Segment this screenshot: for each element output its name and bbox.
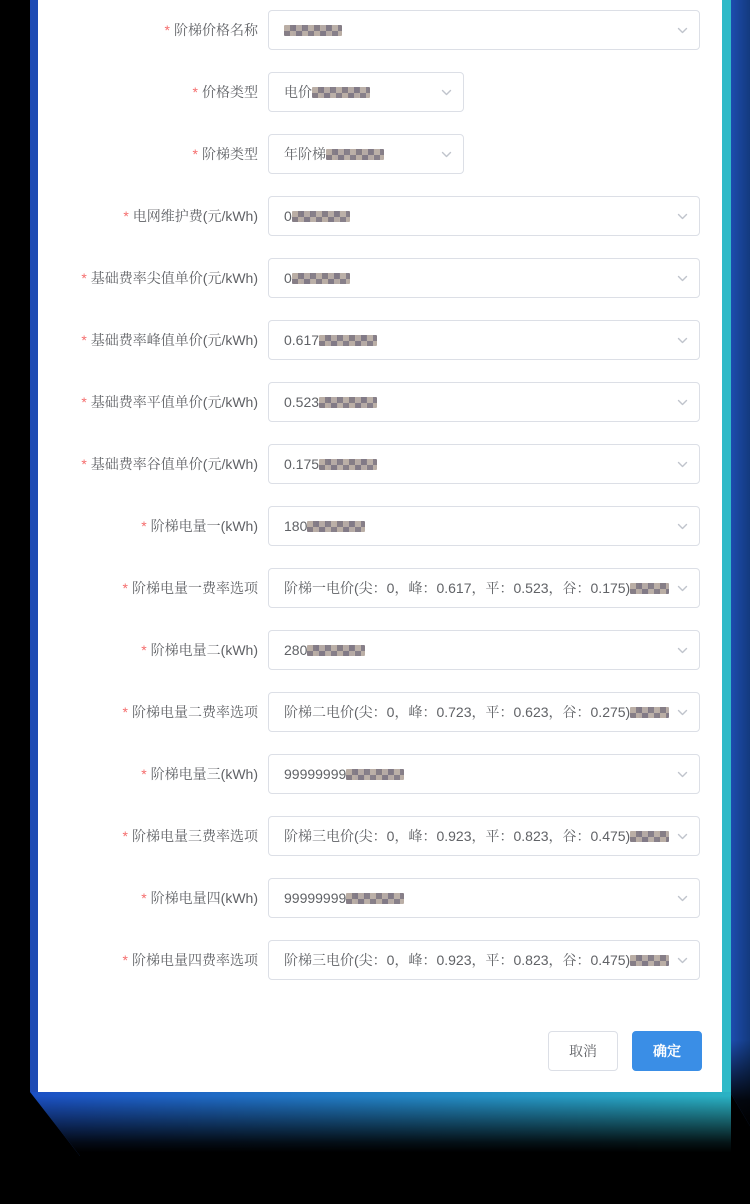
redacted-value-mosaic [307,521,365,532]
redacted-value-mosaic [312,87,370,98]
chevron-down-icon [675,209,689,223]
form-row [38,10,700,50]
chevron-down-icon [675,581,689,595]
select-input[interactable] [268,72,464,112]
input-value: 年阶梯 [284,146,326,162]
chevron-down-icon [675,23,689,37]
field-label-text: 阶梯电量四(kWh) [150,890,258,906]
text-input[interactable] [268,382,700,422]
input-value: 0.617 [284,332,320,348]
input-value: 0 [284,208,292,224]
redacted-value-mosaic [319,335,377,346]
required-asterisk: * [81,270,87,286]
redacted-value-mosaic [292,273,350,284]
chevron-down-icon [675,457,689,471]
form-row [38,72,700,112]
redacted-value-mosaic [346,769,404,780]
form-footer [548,1031,702,1071]
required-asterisk: * [141,642,147,658]
field-label-text: 阶梯电量三(kWh) [150,766,258,782]
chevron-down-icon [675,829,689,843]
field-label-text: 阶梯电量二(kWh) [150,642,258,658]
required-asterisk: * [81,332,87,348]
text-input[interactable] [268,196,700,236]
text-input[interactable] [268,940,700,980]
field-label-text: 阶梯价格名称 [174,22,258,38]
field-label [38,692,268,732]
text-input[interactable] [268,816,700,856]
field-label-text: 基础费率平值单价(元/kWh) [90,394,258,410]
field-label [38,878,268,918]
field-label [38,10,268,50]
field-label [38,754,268,794]
field-label-text: 阶梯电量二费率选项 [132,704,258,720]
input-value: 0 [284,270,292,286]
field-label-text: 阶梯类型 [202,146,258,162]
text-input[interactable] [268,568,700,608]
input-value: 电价 [284,84,312,100]
required-asterisk: * [122,704,128,720]
chevron-down-icon [675,333,689,347]
text-input[interactable] [268,754,700,794]
field-label-text: 基础费率尖值单价(元/kWh) [90,270,258,286]
redacted-value-mosaic [630,831,669,842]
chevron-down-icon [675,395,689,409]
required-asterisk: * [192,84,198,100]
redacted-value-mosaic [284,25,342,36]
frame-bottom-bevel [30,1092,731,1156]
form-row [38,506,700,546]
input-value: 阶梯二电价(尖：0，峰：0.723，平：0.623，谷：0.275) [284,704,631,720]
input-value: 280 [284,642,308,658]
redacted-value-mosaic [630,955,669,966]
field-label [38,630,268,670]
chevron-down-icon [675,891,689,905]
text-input[interactable] [268,692,700,732]
form-row [38,382,700,422]
field-label [38,196,268,236]
field-label [38,444,268,484]
redacted-value-mosaic [319,397,377,408]
form-row [38,196,700,236]
frame-right-blue-edge [731,0,750,1126]
required-asterisk: * [122,952,128,968]
redacted-value-mosaic [292,211,350,222]
required-asterisk: * [141,518,147,534]
field-label-text: 电网维护费(元/kWh) [132,208,258,224]
redacted-value-mosaic [326,149,384,160]
form-row [38,878,700,918]
form-row [38,754,700,794]
chevron-down-icon [439,85,453,99]
chevron-down-icon [675,767,689,781]
form-row [38,692,700,732]
form-row [38,940,700,980]
frame-left-edge [30,0,38,1092]
input-value: 0.523 [284,394,320,410]
field-label [38,382,268,422]
text-input[interactable] [268,320,700,360]
redacted-value-mosaic [630,583,669,594]
text-input[interactable] [268,10,700,50]
frame-right-teal-edge [722,0,731,1094]
field-label-text: 阶梯电量一(kWh) [150,518,258,534]
required-asterisk: * [123,208,129,224]
text-input[interactable] [268,506,700,546]
field-label-text: 阶梯电量四费率选项 [132,952,258,968]
select-input[interactable] [268,134,464,174]
chevron-down-icon [675,643,689,657]
field-label [38,940,268,980]
form-row [38,134,700,174]
required-asterisk: * [192,146,198,162]
field-label-text: 基础费率峰值单价(元/kWh) [90,332,258,348]
cancel-button[interactable]: 取消 [548,1031,618,1071]
chevron-down-icon [675,953,689,967]
required-asterisk: * [141,890,147,906]
text-input[interactable] [268,444,700,484]
form-row [38,258,700,298]
redacted-value-mosaic [630,707,669,718]
field-label-text: 阶梯电量三费率选项 [132,828,258,844]
chevron-down-icon [675,705,689,719]
required-asterisk: * [122,580,128,596]
chevron-down-icon [439,147,453,161]
input-value: 阶梯一电价(尖：0，峰：0.617，平：0.523，谷：0.175) [284,580,631,596]
field-label [38,320,268,360]
form-row [38,568,700,608]
chevron-down-icon [675,519,689,533]
chevron-down-icon [675,271,689,285]
input-value: 阶梯三电价(尖：0，峰：0.923，平：0.823，谷：0.475) [284,828,631,844]
form-panel [38,0,722,1092]
required-asterisk: * [81,394,87,410]
form-row [38,444,700,484]
form-row [38,630,700,670]
confirm-button[interactable]: 确定 [632,1031,702,1071]
text-input[interactable] [268,258,700,298]
form-row [38,320,700,360]
redacted-value-mosaic [307,645,365,656]
required-asterisk: * [122,828,128,844]
field-label [38,258,268,298]
required-asterisk: * [141,766,147,782]
field-label [38,134,268,174]
form-row [38,816,700,856]
text-input[interactable] [268,630,700,670]
field-label [38,506,268,546]
input-value: 180 [284,518,308,534]
field-label [38,568,268,608]
redacted-value-mosaic [319,459,377,470]
input-value: 99999999 [284,766,347,782]
field-label [38,72,268,112]
tiered-price-form [38,0,722,980]
input-value: 0.175 [284,456,320,472]
field-label [38,816,268,856]
required-asterisk: * [81,456,87,472]
field-label-text: 基础费率谷值单价(元/kWh) [90,456,258,472]
field-label-text: 阶梯电量一费率选项 [132,580,258,596]
text-input[interactable] [268,878,700,918]
field-label-text: 价格类型 [202,84,258,100]
redacted-value-mosaic [346,893,404,904]
required-asterisk: * [164,22,170,38]
input-value: 99999999 [284,890,347,906]
input-value: 阶梯三电价(尖：0，峰：0.923，平：0.823，谷：0.475) [284,952,631,968]
